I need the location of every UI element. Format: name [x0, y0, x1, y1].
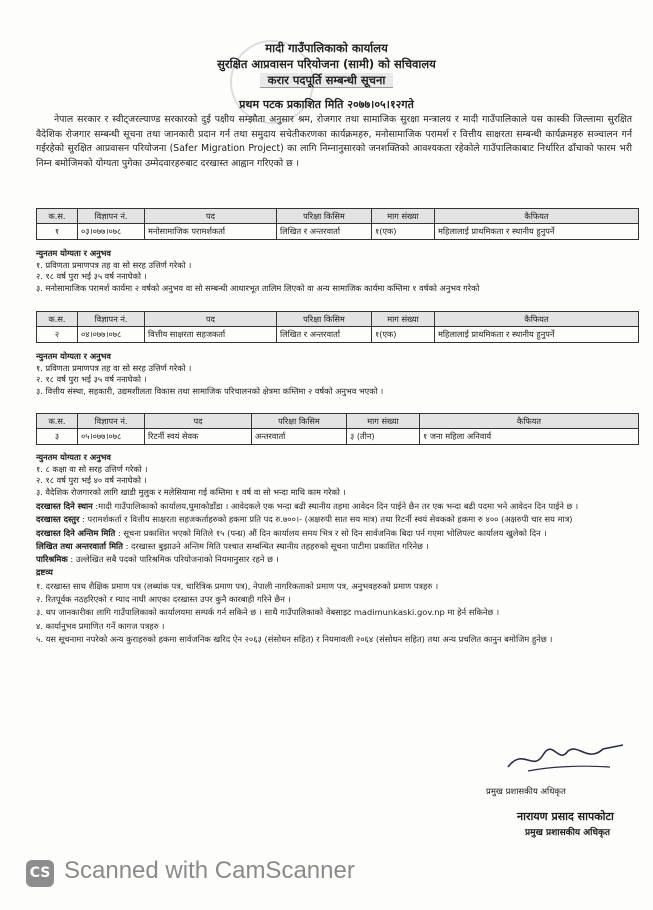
cell-remark: महिलालाई प्राथमिकता र स्थानीय हुनुपर्ने	[435, 224, 639, 240]
publish-date: प्रथम पटक प्रकाशित मिति २०७७।०५।१२गते	[239, 98, 414, 111]
col-sn: क.स.	[37, 414, 78, 429]
post-table-1	[36, 208, 639, 240]
note-fee	[36, 513, 638, 526]
note-text: :मादी गाउँपालिकाको कार्यालय,घुमाकोडाँडा । आवेदकले एक भन्दा बढी स्थानीय तहमा आवेदन दिन पाईने छैन तर एक भन्दा बढी पदमा भने आवेदन दिन पाईने छ ।	[95, 501, 579, 511]
col-sn: क.स.	[37, 312, 78, 327]
cell-remark: १ जना महिला अनिवार्य	[420, 429, 639, 445]
col-remark: कैफियत	[435, 209, 639, 224]
notice-title	[0, 73, 653, 88]
note-text: : परामर्शकर्ता र वित्तीय साक्षरता सहजकर्ताहरुको हकमा प्रति पद रु.७००।- (अक्षरुपी सात सय मात्र) तथा रिटर्नी स्वयं सेवकको हकमा रु ४०० (अक्षरुपी चार सय मात्र)	[81, 514, 573, 525]
cell-sn: १	[37, 224, 78, 240]
col-remark: कैफियत	[435, 312, 639, 327]
col-ad: विज्ञापन नं.	[78, 414, 145, 429]
col-ad: विज्ञापन नं.	[78, 209, 145, 224]
table-row	[37, 327, 639, 343]
cell-sn: ३	[37, 429, 78, 445]
cell-sn: २	[37, 327, 78, 343]
note-label: दरखास्त दस्तुर	[36, 514, 80, 525]
qualifications-1	[36, 248, 640, 294]
note-place	[36, 500, 638, 513]
post-table-2	[36, 311, 639, 343]
qual-item: २. १८ वर्ष पुरा भई ३५ वर्ष ननाघेको ।	[36, 374, 147, 384]
notice-title-text: करार पदपूर्ति सम्बन्धी सूचना	[260, 73, 394, 88]
cell-ad: ०४।०७७।०७८	[78, 327, 145, 343]
cell-ad: ०३।०७७।०७८	[78, 224, 145, 240]
signatory-role: प्रमुख प्रशासकीय अधिकृत	[525, 828, 611, 838]
col-count: माग संख्या	[372, 209, 435, 224]
cell-exam: अन्तरवार्ता	[252, 429, 347, 445]
remarks-title: द्रष्टव्य	[36, 567, 53, 578]
table-row	[37, 429, 639, 445]
remark-item: २. रितपूर्वक नठहरिएको र म्याद नाघी आएका दरखास्त उपर कुनै कारबाही गरिने छैन ।	[36, 594, 291, 605]
note-text: : सूचना प्रकाशित भएको मितिले १५ (पन्ध्र) औं दिन कार्यालय समय भित्र र सो दिन सार्वजनिक बिदा पर्न गएमा भोलिपल्ट कार्यालय खुलेको दिन ।	[117, 527, 547, 538]
cell-count: १(एक)	[372, 327, 435, 343]
qual-item: १. प्रविणता प्रमाणपत्र तह वा सो सरह उत्तिर्ण गरेको ।	[36, 362, 192, 373]
intro-paragraph: नेपाल सरकार र स्वीट्जरल्याण्ड सरकारको दुई पक्षीय सम्झौता अनुसार श्रम, रोजगार तथा सामाजिक सुरक्षा मन्त्रालय र मादी गाउँपालिकाले यस कास्की जिल्लामा सुरक्षित वैदेशिक रोजगार सम्बन्धी सूचना तथा जानकारी प्रदान गर्न तथा समुदाय सचेतीकरणका कार्यक्रमहरु, मनोसामाजिक परामर्श र वित्तीय साक्षरता सम्बन्धी कार्यक्रमहरु सञ्चालन गर्न गईरहेको सुरक्षित आप्रवासन परियोजना (Safer Migration Project) का लागि निम्नानुसारको जनशक्तिको आवश्यकता रहेकोले गाउँपालिकाबाट निर्धारित ढाँचाको फारम भरी निम्न बमोजिमको योग्यता पुगेका उम्मेदवारहरुबाट दरखास्त आह्वान गरिएको छ ।	[36, 114, 632, 169]
qual-title: न्युनतम योग्यता र अनुभव	[36, 248, 111, 258]
note-label: दरखास्त दिने अन्तिम मिति	[36, 527, 116, 538]
post-table-3	[36, 413, 639, 445]
remark-item: ५. यस सूचनामा नपरेको अन्य कुराहरुको हकमा सार्वजनिक खरिद ऐन २०६३ (संसोधन सहित) र नियमावली २०६४ (संसोधन सहित) तथा अन्य प्रचलित कानुन बमोजिम हुनेछ ।	[36, 633, 553, 644]
col-sn: क.स.	[37, 209, 78, 224]
signatory-name: नारायण प्रसाद सापकोटा	[517, 810, 614, 823]
qual-title: न्युनतम योग्यता र अनुभव	[36, 351, 111, 361]
handwritten-signature	[498, 737, 628, 777]
col-count: माग संख्या	[347, 414, 420, 429]
remark-item: १. दरखास्त साथ शैक्षिक प्रमाण पत्र (लब्धांक पत्र, चारित्रिक प्रमाण पत्र), नेपाली नागरिकताको प्रमाण पत्र, अनुभवहरुको प्रमाण पत्रहरु ।	[36, 580, 439, 591]
camscanner-logo-icon: CS	[26, 860, 54, 887]
table-row	[37, 224, 639, 240]
cell-post: मनोसामाजिक परामर्शकर्ता	[145, 224, 277, 240]
qual-title: न्युनतम योग्यता र अनुभव	[36, 452, 111, 462]
header-office: मादी गाउँपालिकाको कार्यालय	[265, 41, 388, 55]
note-label: दरखास्त दिने स्थान	[36, 501, 93, 511]
qual-item: १. ८ कक्षा वा सो सरह उत्तिर्ण गरेको ।	[36, 463, 148, 474]
note-deadline	[36, 527, 638, 540]
col-ad: विज्ञापन नं.	[78, 312, 145, 327]
header-secretariat: सुरक्षित आप्रवासन परियोजना (सामी) को सचिवालय	[217, 57, 436, 71]
cell-post: रिटर्नी स्वयं सेवक	[145, 429, 252, 445]
note-label: लिखित तथा अन्तरवार्ता मिति	[36, 540, 123, 551]
cell-remark: महिलालाई प्राथमिकता र स्थानीय हुनुपर्ने	[435, 327, 639, 343]
note-label: पारिश्रमिक	[36, 554, 68, 565]
qual-item: ३. वैदेशिक रोजगारको लागि खाडी मुलुक र मलेसियामा गई कम्तिमा १ वर्ष वा सो भन्दा माथि काम गरेको ।	[36, 486, 346, 497]
col-post: पद	[145, 209, 277, 224]
cell-ad: ०५।०७७।०७८	[78, 429, 145, 445]
application-notes	[36, 500, 638, 646]
remark-item: ४. कार्यानुभव प्रमाणित गर्ने कागज पत्रहरु ।	[36, 620, 165, 631]
remark-item: ३. थप जानकारीका लागि गाउँपालिकाको कार्यालयमा सम्पर्क गर्न सकिने छ । साथै गाउँपालिकाको वेबसाइट madimunkaski.gov.np मा हेर्न सकिनेछ ।	[36, 607, 500, 618]
col-exam: परिक्षा किसिम	[252, 414, 347, 429]
col-exam: परिक्षा किसिम	[277, 312, 372, 327]
col-remark: कैफियत	[420, 414, 639, 429]
qual-item: २. १८ वर्ष पुरा भई ४० वर्ष ननाघेको ।	[36, 475, 147, 485]
qualifications-3	[36, 452, 640, 498]
cell-exam: लिखित र अन्तरवार्ता	[277, 224, 372, 240]
col-count: माग संख्या	[372, 312, 435, 327]
qual-item: ३. मनोसामाजिक परामर्श कार्यमा २ वर्षको अनुभव वा सो सम्बन्धी आधारभूत तालिम लिएको वा अन्य सामाजिक कार्यमा कम्तिमा १ वर्षको अनुभव गरेको	[36, 282, 480, 293]
col-post: पद	[145, 414, 252, 429]
note-text: : दरखास्त बुझाउने अन्तिम मिति पश्चात सम्बन्धित स्थानीय तहहरुको सूचना पाटीमा प्रकाशित गरिनेछ ।	[125, 540, 429, 551]
table-header-row	[37, 312, 639, 327]
table-header-row	[37, 209, 639, 224]
cell-post: वित्तीय साक्षरता सहजकर्ता	[145, 327, 277, 343]
signatory-role-top: प्रमुख प्रशासकीय अधिकृत	[486, 787, 566, 797]
qual-item: २. १८ वर्ष पुरा भई ३५ वर्ष ननाघेको ।	[36, 271, 147, 281]
col-exam: परिक्षा किसिम	[277, 209, 372, 224]
qual-item: ३. वित्तीय संस्था, सहकारी, उद्यमशीलता विकास तथा सामाजिक परिचालनको क्षेत्रमा कम्तिमा २ वर्षको अनुभव भएको ।	[36, 385, 384, 396]
note-text: : उल्लेखित सबै पदको पारिश्रमिक परियोजनाको नियमानुसार रहने छ ।	[70, 554, 279, 565]
qual-item: १. प्रविणता प्रमाणपत्र तह वा सो सरह उत्तिर्ण गरेको ।	[36, 259, 192, 270]
camscanner-watermark: Scanned with CamScanner	[64, 857, 355, 884]
cell-exam: लिखित र अन्तरवार्ता	[277, 327, 372, 343]
qualifications-2	[36, 351, 640, 397]
note-exam-date	[36, 540, 638, 553]
cell-count: १(एक)	[372, 224, 435, 240]
note-salary	[36, 553, 638, 566]
cell-count: ३ (तीन)	[347, 429, 420, 445]
table-header-row	[37, 414, 639, 429]
col-post: पद	[145, 312, 277, 327]
